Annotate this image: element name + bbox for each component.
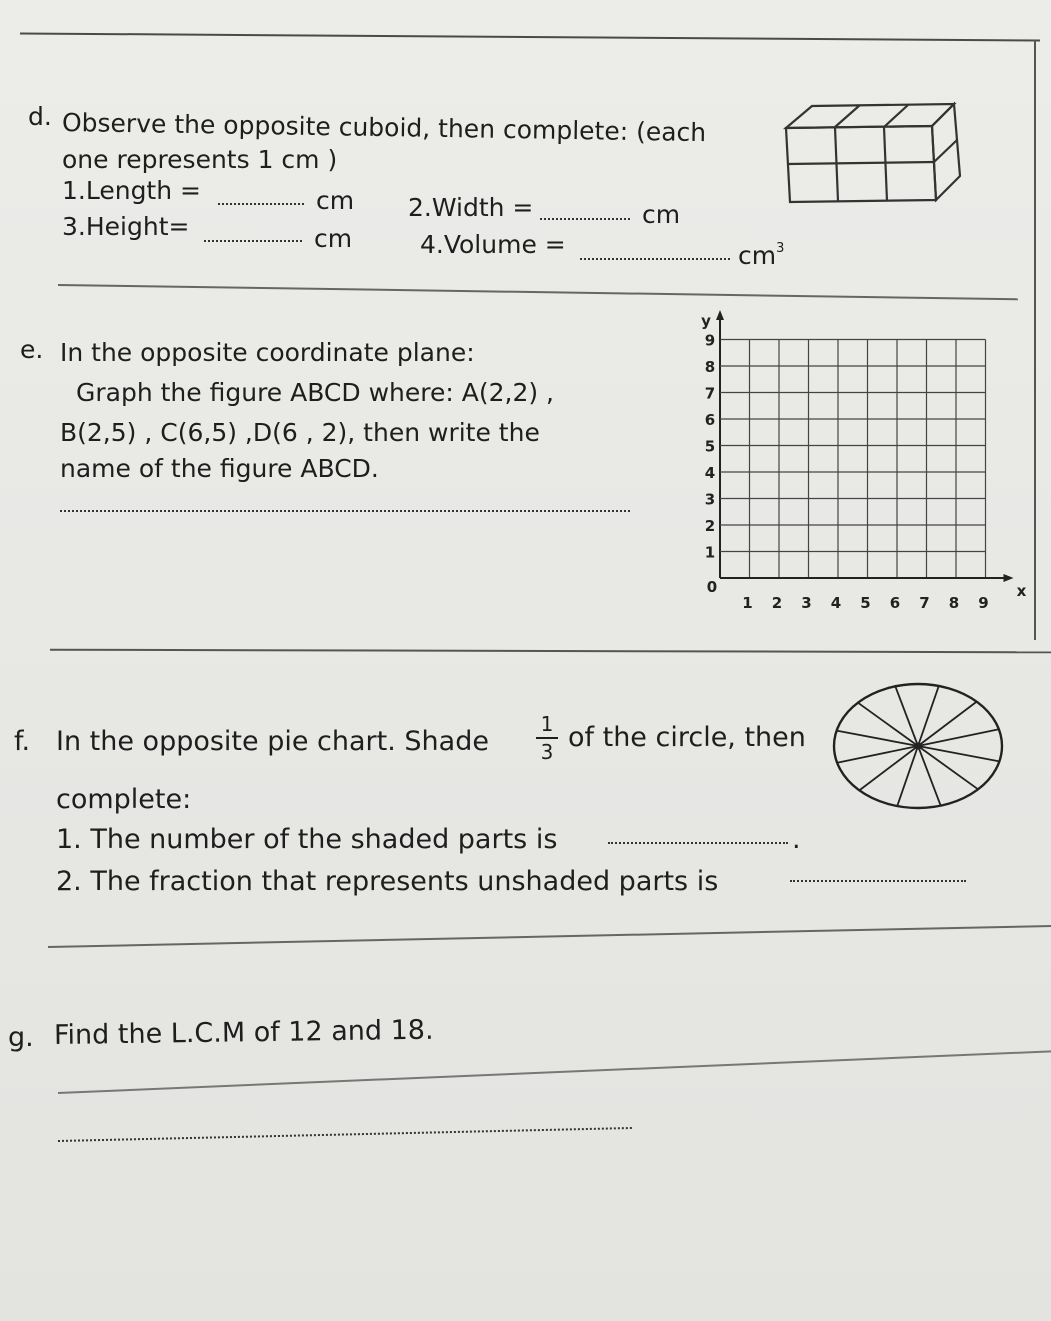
x-axis-label: x bbox=[1016, 582, 1027, 600]
pie-sector-divider[interactable] bbox=[837, 731, 918, 746]
divider-e-f bbox=[50, 649, 1051, 654]
y-tick-label: 5 bbox=[704, 437, 716, 456]
divider-f-g bbox=[48, 925, 1051, 948]
width-label: 2.Width = bbox=[408, 193, 534, 222]
height-answer-blank[interactable] bbox=[204, 240, 302, 242]
width-unit: cm bbox=[642, 200, 681, 229]
width-answer-blank[interactable] bbox=[540, 218, 630, 220]
x-tick-label: 5 bbox=[860, 594, 871, 612]
fraction-one-third: 1 3 bbox=[534, 714, 560, 762]
y-axis-label: y bbox=[701, 312, 711, 330]
top-border bbox=[20, 32, 1040, 41]
unshaded-fraction-answer-blank[interactable] bbox=[790, 880, 966, 882]
volume-answer-blank[interactable] bbox=[580, 258, 730, 260]
pie-sector-divider[interactable] bbox=[897, 746, 918, 806]
x-tick-label: 2 bbox=[771, 594, 783, 612]
y-tick-label: 7 bbox=[704, 384, 716, 403]
origin-label: 0 bbox=[706, 578, 718, 596]
section-g-label: g. bbox=[8, 1022, 34, 1053]
shaded-parts-answer-blank[interactable] bbox=[608, 842, 788, 844]
y-tick-label: 2 bbox=[704, 517, 716, 535]
section-d-line2: one represents 1 cm ) bbox=[62, 145, 338, 174]
length-unit: cm bbox=[316, 186, 355, 215]
section-e-label: e. bbox=[20, 335, 44, 364]
coordinate-grid bbox=[680, 306, 1027, 616]
pie-chart-circle bbox=[830, 680, 1006, 812]
pie-center-dot[interactable] bbox=[915, 743, 922, 750]
section-e-line1: In the opposite coordinate plane: bbox=[60, 338, 475, 367]
section-f-q2: 2. The fraction that represents unshaded parts is bbox=[56, 866, 719, 897]
section-f-label: f. bbox=[14, 726, 31, 757]
right-border bbox=[1034, 40, 1036, 640]
section-f-line2: complete: bbox=[56, 784, 192, 815]
x-axis-arrow bbox=[1004, 574, 1014, 582]
answer-line-2[interactable] bbox=[58, 1127, 632, 1142]
y-tick-label: 6 bbox=[704, 411, 716, 429]
x-tick-label: 7 bbox=[919, 594, 930, 612]
y-tick-label: 8 bbox=[704, 358, 716, 376]
volume-unit: $cm^3$ bbox=[738, 241, 785, 270]
pie-sector-divider[interactable] bbox=[918, 686, 939, 746]
length-label: 1.Length = bbox=[62, 176, 201, 205]
answer-line-1 bbox=[58, 1050, 1051, 1094]
section-f-q1-end: . bbox=[792, 824, 801, 855]
x-tick-label: 6 bbox=[889, 594, 901, 612]
y-axis-arrow bbox=[716, 310, 724, 320]
x-tick-label: 8 bbox=[948, 594, 960, 612]
pie-sector-divider[interactable] bbox=[918, 746, 999, 761]
section-e-line3: B(2,5) , C(6,5) ,D(6 , 2), then write the bbox=[60, 418, 540, 447]
volume-label: 4.Volume = bbox=[420, 230, 566, 259]
y-tick-label: 1 bbox=[704, 543, 716, 562]
length-answer-blank[interactable] bbox=[218, 203, 304, 205]
height-label: 3.Height= bbox=[62, 212, 190, 241]
section-e-line4: name of the figure ABCD. bbox=[60, 454, 379, 483]
height-unit: cm bbox=[314, 224, 353, 253]
divider-d-e bbox=[58, 284, 1018, 300]
section-d-label: d. bbox=[28, 102, 52, 131]
x-tick-label: 3 bbox=[801, 594, 812, 612]
y-tick-label: 3 bbox=[704, 490, 716, 509]
y-tick-label: 4 bbox=[704, 464, 716, 482]
x-tick-label: 1 bbox=[742, 594, 753, 612]
cuboid-figure bbox=[780, 100, 970, 210]
section-d-line1: Observe the opposite cuboid, then complete: (each bbox=[61, 108, 707, 148]
section-f-line1b: of the circle, then bbox=[568, 722, 806, 753]
section-e-line2: Graph the figure ABCD where: A(2,2) , bbox=[76, 378, 555, 407]
x-tick-label: 4 bbox=[830, 594, 842, 612]
figure-name-answer-blank[interactable] bbox=[60, 510, 630, 512]
section-f-q1: 1. The number of the shaded parts is bbox=[56, 824, 558, 855]
x-tick-label: 9 bbox=[978, 594, 989, 612]
section-f-line1a: In the opposite pie chart. Shade bbox=[56, 726, 489, 757]
y-tick-label: 9 bbox=[704, 331, 716, 350]
section-g-text: Find the L.C.M of 12 and 18. bbox=[53, 1014, 434, 1051]
